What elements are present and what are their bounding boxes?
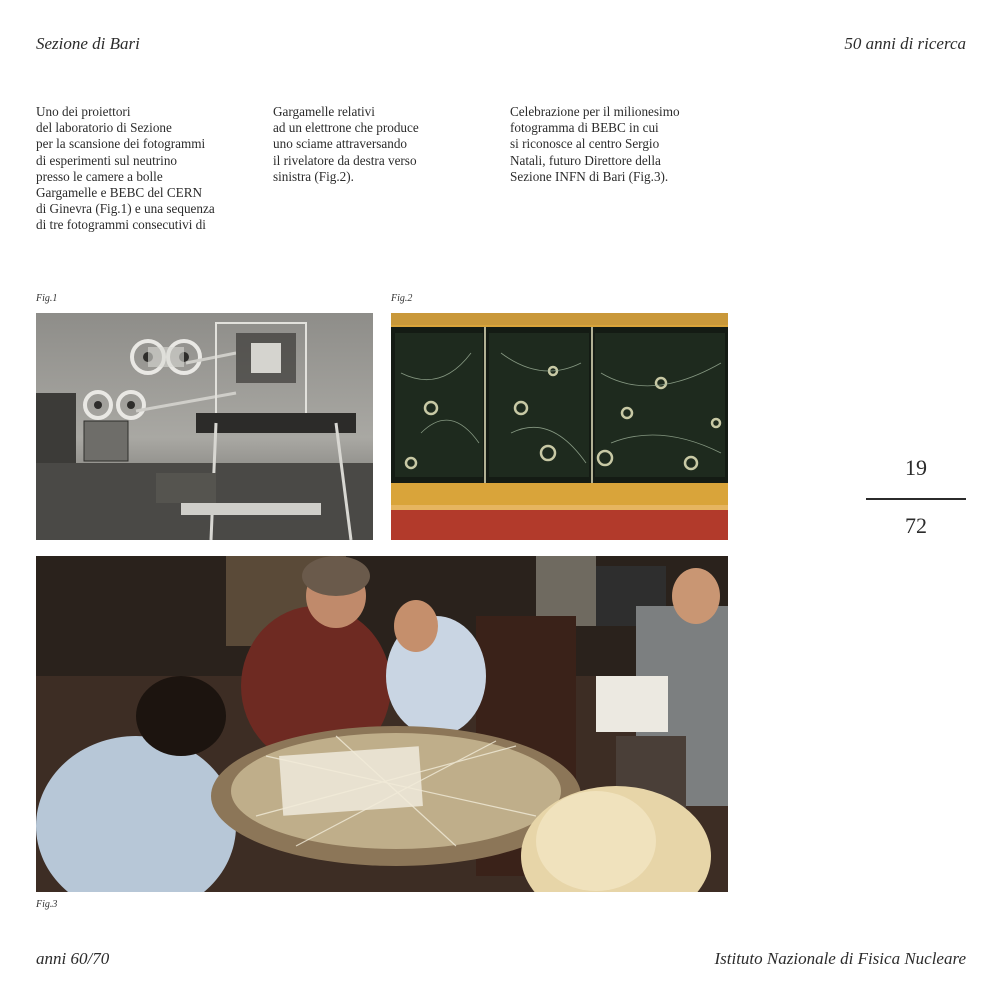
fig1-projector-photo xyxy=(36,313,373,540)
fig3-label: Fig.3 xyxy=(36,899,58,910)
fig2-bubble-chamber-frames xyxy=(391,313,728,540)
fig1-label: Fig.1 xyxy=(36,293,58,304)
fig2-label: Fig.2 xyxy=(391,293,413,304)
header-publication-title: 50 anni di ricerca xyxy=(844,34,966,53)
footer-institution: Istituto Nazionale di Fisica Nucleare xyxy=(714,949,966,968)
footer-decade: anni 60/70 xyxy=(36,949,110,968)
page-number-divider xyxy=(866,498,966,500)
page-number-current: 19 xyxy=(905,455,927,480)
text-column-2: Gargamelle relativi ad un elettrone che produce uno sciame attraversando il rivelatore da destra verso sinistra (Fig.2). xyxy=(273,104,419,184)
text-column-1: Uno dei proiettori del laboratorio di Sezione per la scansione dei fotogrammi di esperimenti sul neutrino presso le camere a bolle Gargamelle e BEBC del CERN di Ginevra (Fig.1) e una sequenza di tre fotogrammi consecutivi di xyxy=(36,104,215,233)
text-column-3: Celebrazione per il milionesimo fotogramma di BEBC in cui si riconosce al centro Sergio Natali, futuro Direttore della Sezione INFN di Bari (Fig.3). xyxy=(510,104,680,184)
header-section-name: Sezione di Bari xyxy=(36,34,140,53)
page-number-total: 72 xyxy=(905,513,927,538)
fig3-celebration-photo xyxy=(36,556,728,892)
